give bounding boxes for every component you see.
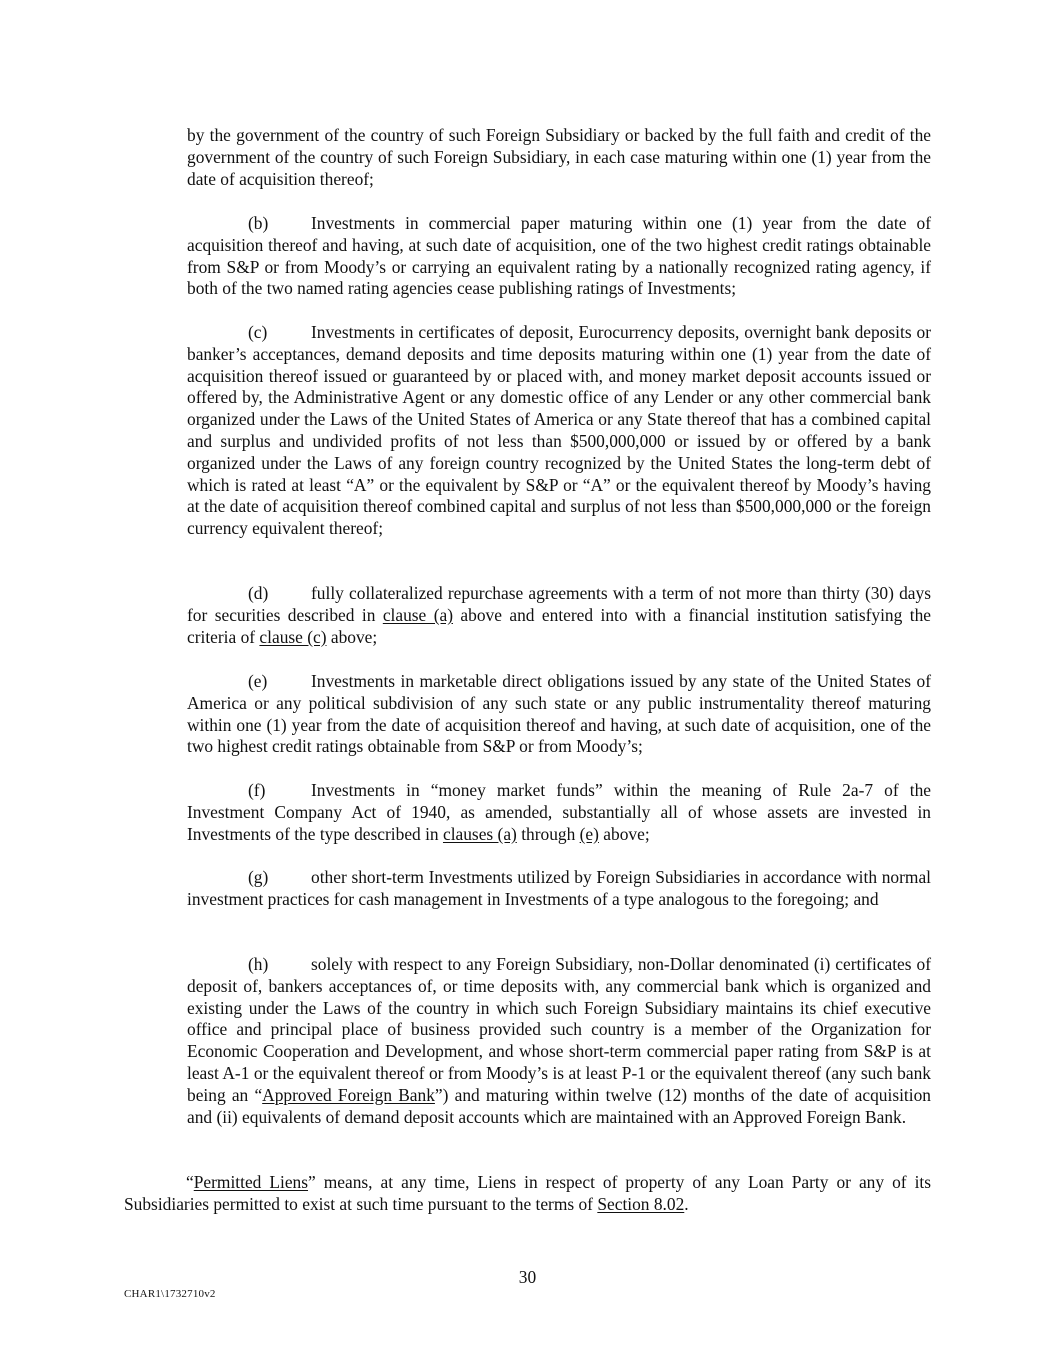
definition-text: ” means, at any time, Liens in respect of property of any Loan Party or any of its Subsidiaries permitted to exist at such time pursuant to the terms of: [124, 1172, 931, 1214]
document-id: CHAR1\1732710v2: [124, 1288, 216, 1300]
clause-label: (h): [248, 954, 269, 974]
clause-e: [187, 671, 931, 758]
definition-text: .: [684, 1193, 689, 1214]
clause-label: (e): [248, 671, 268, 691]
clause-c: [187, 322, 931, 540]
clause-h: [187, 954, 931, 1128]
clause-label: (g): [248, 867, 269, 887]
continuation-paragraph: [187, 125, 931, 190]
clause-label: (f): [248, 780, 266, 800]
clause-label: (b): [248, 213, 269, 233]
clause-label: (d): [248, 583, 269, 603]
section-reference: Section 8.02: [597, 1193, 685, 1214]
clause-text: above and entered into with a financial institution satisfying the criteria of: [187, 604, 931, 647]
clause-g: [187, 867, 931, 911]
clause-b: [187, 213, 931, 300]
clause-text: Investments in commercial paper maturing within one (1) year from the date of acquisition thereof and having, at such date of acquisition, one of the two highest credit ratings obtainable from S&P or from Moody’s or carrying an equivalent rating by a nationally recognized rating agency, if both of the two named rating agencies cease publishing ratings of Investments;: [187, 213, 931, 299]
clause-c-reference: clause (c): [259, 626, 327, 647]
defined-term: Permitted Liens: [193, 1172, 309, 1192]
clause-text: solely with respect to any Foreign Subsidiary, non-Dollar denominated (i) certificates of deposit of, bankers acceptances of, or time deposits with, any commercial bank which is organized and existing under the Laws of the country in which such Foreign Subsidiary maintains its chief executive office and principal place of business provided such country is a member of the Organization for Economic Cooperation and Development, and whose short-term commercial paper rating from S&P is at least A-1 or the equivalent thereof or from Moody’s is at least P-1 or the equivalent thereof (any such bank being an “: [187, 954, 931, 1105]
clause-e-reference: (e): [579, 823, 599, 844]
clauses-a-reference: clauses (a): [442, 823, 517, 844]
clause-text: above;: [598, 823, 650, 844]
clause-d: [187, 583, 931, 648]
approved-foreign-bank-term: Approved Foreign Bank: [262, 1084, 435, 1105]
clause-text: through: [516, 823, 580, 844]
page-number: 30: [518, 1267, 537, 1287]
clause-label: (c): [248, 322, 268, 342]
clause-text: above;: [326, 626, 378, 647]
paragraph-text: by the government of the country of such Foreign Subsidiary or backed by the full faith and credit of the government of the country of such Foreign Subsidiary, in each case maturing within one (1) year from the date of acquisition thereof;: [187, 125, 931, 189]
clause-text: other short-term Investments utilized by Foreign Subsidiaries in accordance with normal investment practices for cash management in Investments of a type analogous to the foregoing; and: [187, 867, 931, 909]
open-quote: “: [186, 1172, 194, 1192]
clause-text: ”) and maturing within twelve (12) months of the date of acquisition and (ii) equivalents of demand deposit accounts which are maintained with an Approved Foreign Bank.: [187, 1084, 931, 1127]
clause-text: Investments in “money market funds” within the meaning of Rule 2a-7 of the Investment Company Act of 1940, as amended, substantially all of whose assets are invested in Investments of the type described in: [187, 780, 931, 844]
clause-f: [187, 780, 931, 845]
clause-text: fully collateralized repurchase agreements with a term of not more than thirty (30) days for securities described in: [187, 583, 931, 625]
clause-text: Investments in certificates of deposit, Eurocurrency deposits, overnight bank deposits or banker’s acceptances, demand deposits and time deposits maturing within one (1) year from the date of acquisition thereof issued or guaranteed by or placed with, and money market deposit accounts issued or offered by, the Administrative Agent or any domestic office of any Lender or any other commercial bank organized under the Laws of the United States of America or any State thereof that has a combined capital and surplus and undivided profits of not less than $500,000,000 or issued by or offered by a bank organized under the Laws of any foreign country recognized by the United States the long-term debt of which is rated at least “A” or the equivalent by S&P or “A” or the equivalent thereof by Moody’s having at the date of acquisition thereof combined capital and surplus of not less than $500,000,000 or the foreign currency equivalent thereof;: [187, 322, 931, 539]
clause-text: Investments in marketable direct obligations issued by any state of the United States of America or any political subdivision of any such state or any public instrumentality thereof maturing within one (1) year from the date of acquisition thereof and having, at such date of acquisition, one of the two highest credit ratings obtainable from S&P or from Moody’s;: [187, 671, 931, 757]
permitted-liens-definition: [124, 1172, 931, 1216]
clause-a-reference: clause (a): [382, 604, 453, 625]
